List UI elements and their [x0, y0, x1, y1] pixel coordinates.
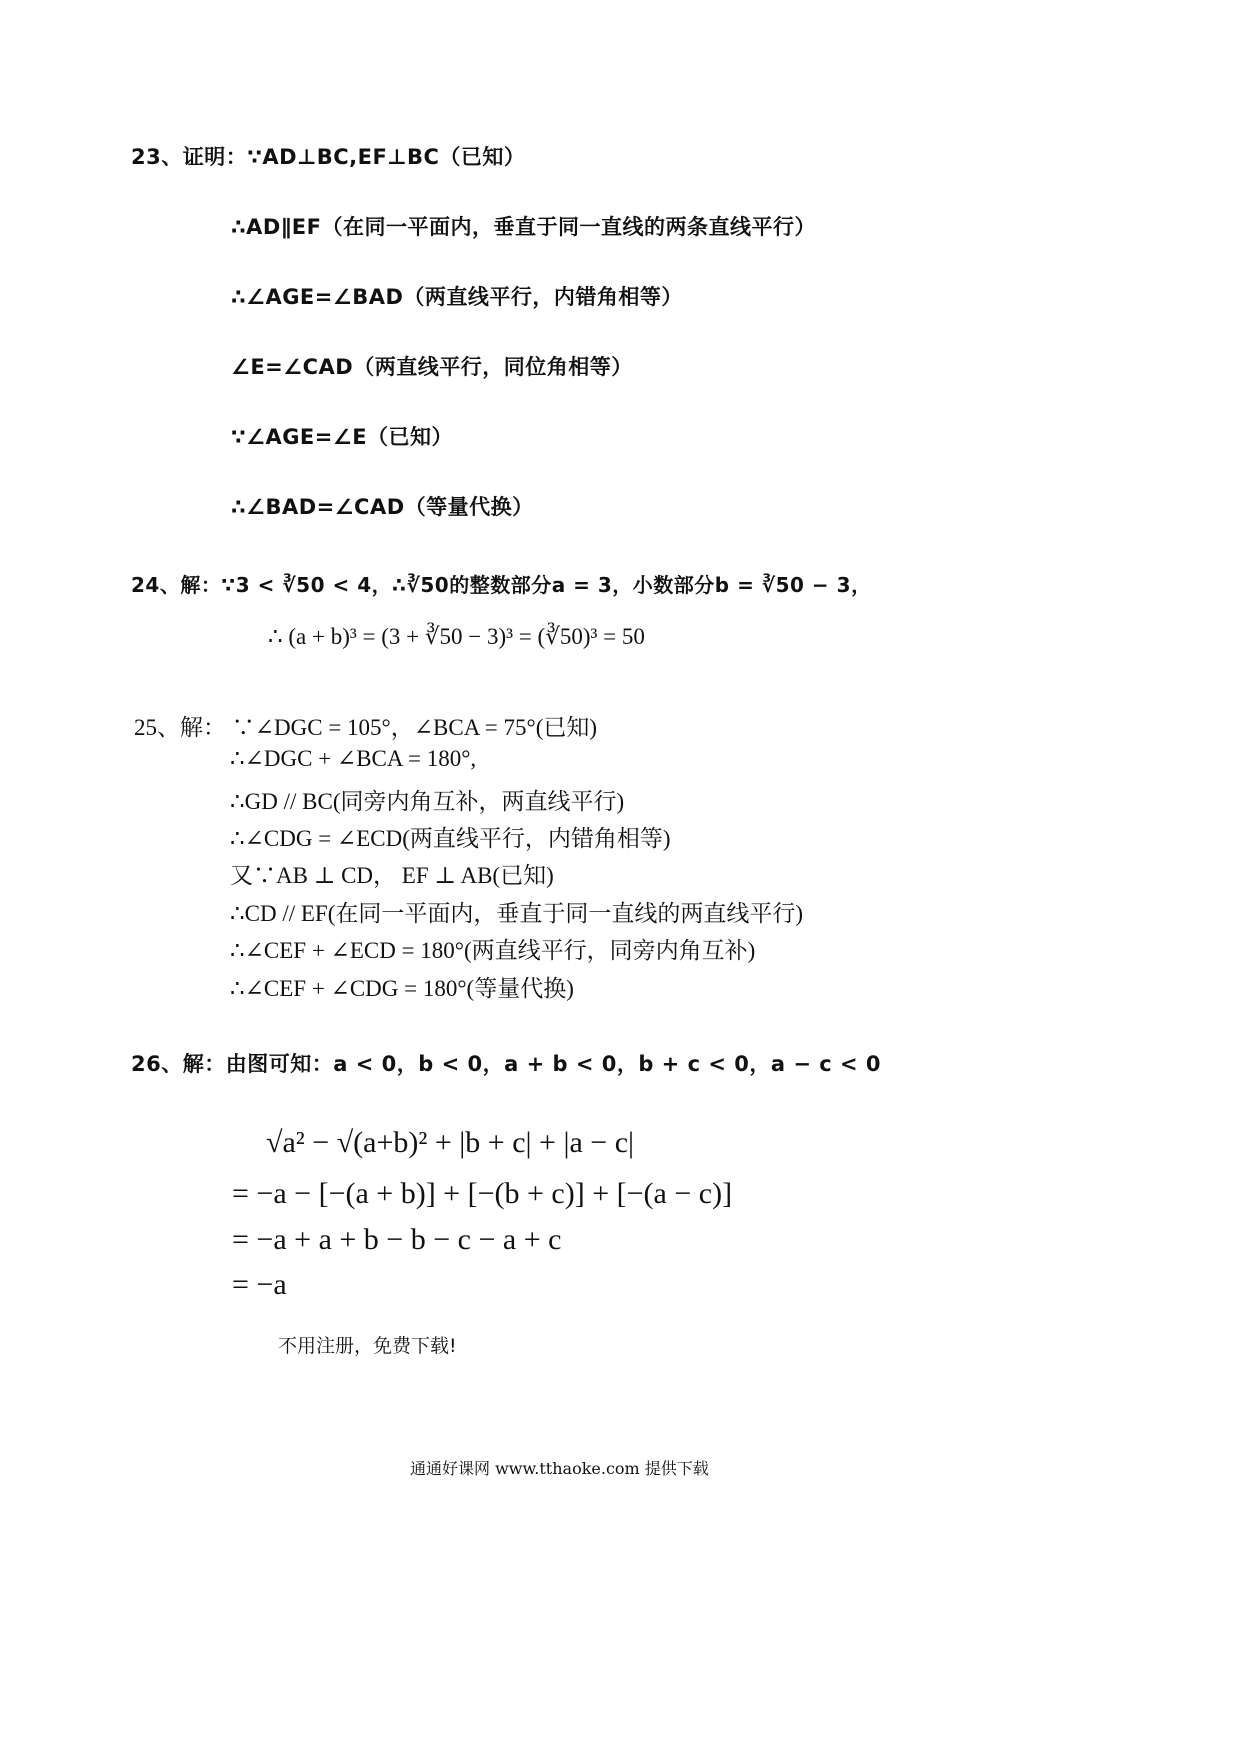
q25-line-7: ∴∠CEF + ∠ECD = 180°(两直线平行，同旁内角互补) [230, 938, 756, 963]
q24-line-2: ∴ (a + b)³ = (3 + ∛50 − 3)³ = (∛50)³ = 50 [268, 624, 645, 649]
q25-line-1: 25、解： ∵∠DGC = 105°，∠BCA = 75°(已知) [134, 715, 598, 740]
q23-line-4: ∠E=∠CAD（两直线平行，同位角相等） [231, 355, 633, 379]
q25-line-5: 又∵AB ⊥ CD， EF ⊥ AB(已知) [230, 863, 554, 888]
q23-line-3: ∴∠AGE=∠BAD（两直线平行，内错角相等） [231, 285, 683, 309]
q25-line-3: ∴GD // BC(同旁内角互补，两直线平行) [230, 789, 625, 814]
q26-step-1: = −a − [−(a + b)] + [−(b + c)] + [−(a − c)] [232, 1177, 733, 1210]
q26-expression: √a² − √(a+b)² + |b + c| + |a − c| [266, 1126, 635, 1159]
q25-line-2: ∴∠DGC + ∠BCA = 180°, [230, 746, 477, 771]
q26-line-1: 26、解：由图可知：a < 0，b < 0，a + b < 0，b + c < 0，a − c < 0 [131, 1052, 882, 1076]
q26-step-3: = −a [232, 1268, 287, 1301]
download-note: 不用注册，免费下载! [278, 1335, 457, 1357]
q24-line-1: 24、解：∵3 < ∛50 < 4，∴∛50的整数部分a = 3，小数部分b = ∛50 − 3， [131, 573, 872, 597]
q23-line-2: ∴AD∥EF（在同一平面内，垂直于同一直线的两条直线平行） [231, 215, 816, 239]
q23-line-6: ∴∠BAD=∠CAD（等量代换） [231, 495, 534, 519]
q23-line-1: 23、证明：∵AD⊥BC,EF⊥BC（已知） [131, 145, 526, 169]
page-footer: 通通好课网 www.tthaoke.com 提供下载 [410, 1459, 709, 1478]
q26-step-2: = −a + a + b − b − c − a + c [232, 1223, 562, 1256]
q23-line-5: ∵∠AGE=∠E（已知） [231, 425, 454, 449]
q25-line-6: ∴CD // EF(在同一平面内，垂直于同一直线的两直线平行) [230, 901, 804, 926]
q25-line-8: ∴∠CEF + ∠CDG = 180°(等量代换) [230, 976, 574, 1001]
q25-line-4: ∴∠CDG = ∠ECD(两直线平行，内错角相等) [230, 826, 671, 851]
